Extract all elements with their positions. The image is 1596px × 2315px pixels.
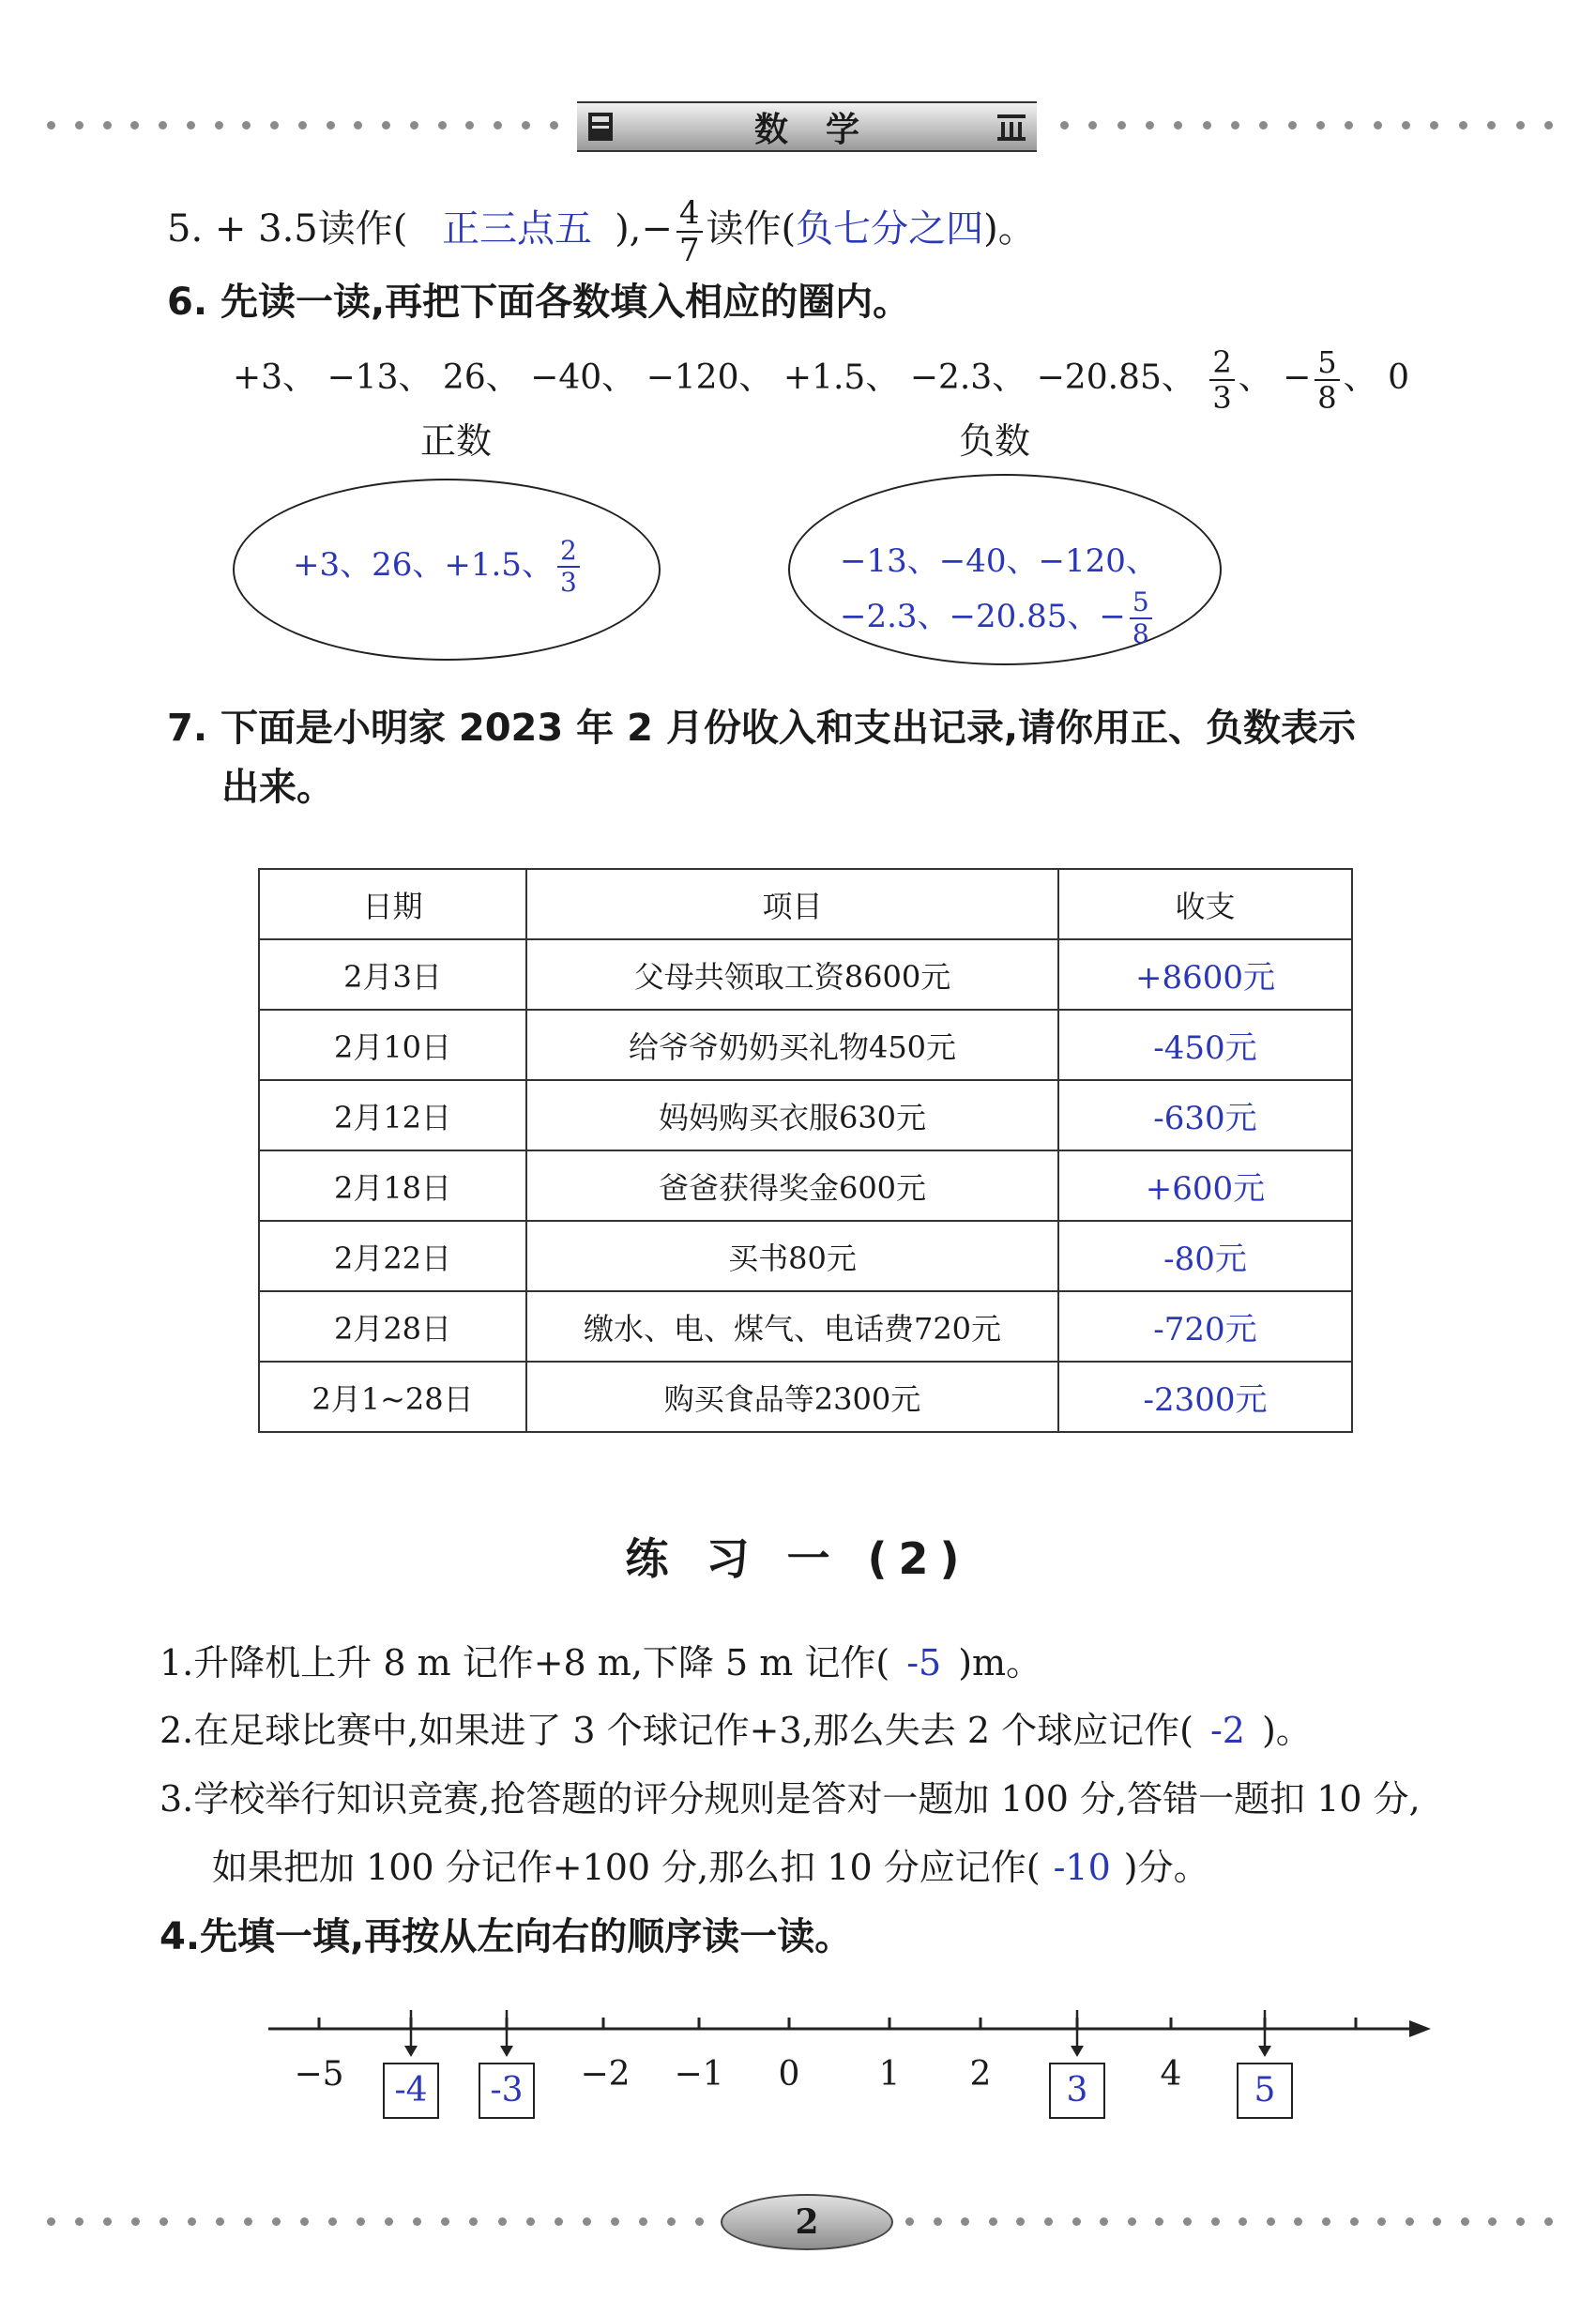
fraction: $\frac{4}{7}$ — [676, 197, 703, 267]
answer-blank: 负七分之四 — [796, 207, 984, 251]
answer-box: -3 — [479, 2063, 535, 2119]
answer-box: -4 — [383, 2063, 439, 2119]
read-label: 读作( — [317, 207, 408, 251]
number-line — [263, 2008, 1436, 2064]
book-icon — [586, 109, 618, 143]
table-row: 2月18日 爸爸获得奖金600元 +600元 — [259, 1150, 1352, 1221]
question-6-prompt: 6. 先读一读,再把下面各数填入相应的圈内。 — [167, 281, 911, 324]
separator: ), — [615, 207, 642, 251]
tick-label: −5 — [294, 2055, 344, 2094]
tick-label: 4 — [1160, 2055, 1182, 2094]
tick-label: −1 — [674, 2055, 724, 2094]
answer-blank: -5 — [906, 1642, 942, 1683]
table-row: 2月22日 买书80元 -80元 — [259, 1221, 1352, 1291]
answer-blank: -2 — [1209, 1710, 1245, 1751]
positive-label: 正数 — [420, 420, 493, 462]
table-row: 2月12日 妈妈购买衣服630元 -630元 — [259, 1080, 1352, 1150]
tick-label: −2 — [580, 2055, 631, 2094]
page-number: 2 — [721, 2194, 893, 2250]
table-row: 2月1~28日 购买食品等2300元 -2300元 — [259, 1362, 1352, 1432]
answer-box: 5 — [1237, 2063, 1293, 2119]
table-header-row — [259, 869, 1352, 939]
footer-dots-left — [47, 2216, 704, 2226]
positive-answer: +3、26、+1.5、 $\frac{2}{3}$ — [293, 538, 584, 596]
col-item-header: 项目 — [526, 869, 1058, 939]
practice-2: 2.在足球比赛中,如果进了 3 个球记作+3,那么失去 2 个球应记作( -2 )。 — [160, 1710, 1312, 1751]
practice-3-line1: 3.学校举行知识竞赛,抢答题的评分规则是答对一题加 100 分,答错一题扣 10 分, — [160, 1778, 1421, 1820]
col-date-header: 日期 — [259, 869, 526, 939]
minus-sign: − — [641, 207, 673, 251]
negative-answer-line2: −2.3、−20.85、− $\frac{5}{8}$ — [840, 589, 1156, 647]
tick-label: 0 — [778, 2055, 800, 2094]
header-band — [577, 101, 1037, 152]
question-number: 5. — [167, 207, 204, 251]
read-label: 读作( — [706, 207, 797, 251]
number-list: +3、 −13、 26、 −40、 −120、 +1.5、 −2.3、 −20.85、 $\frac{2}{3}$ 、 − $\frac{5}{8}$ 、 0 — [233, 344, 1410, 416]
answer-blank: 正三点五 — [442, 207, 593, 251]
expression: + 3.5 — [214, 207, 318, 251]
col-amount-header: 收支 — [1058, 869, 1352, 939]
footer-dots-right — [905, 2216, 1553, 2226]
table-row: 2月3日 父母共领取工资8600元 +8600元 — [259, 939, 1352, 1010]
header-dots-right — [1060, 120, 1553, 129]
practice-4: 4.先填一填,再按从左向右的顺序读一读。 — [160, 1915, 853, 1958]
tick-label: 2 — [969, 2055, 992, 2094]
negative-answer-line1: −13、−40、−120、 — [840, 542, 1158, 580]
table-row: 2月28日 缴水、电、煤气、电话费720元 -720元 — [259, 1291, 1352, 1362]
question-5 — [167, 194, 1036, 269]
section-title: 练 习 一 (2) — [625, 1533, 971, 1584]
table-row: 2月10日 给爷爷奶奶买礼物450元 -450元 — [259, 1010, 1352, 1080]
question-7-line1: 7. 下面是小明家 2023 年 2 月份收入和支出记录,请你用正、负数表示 — [167, 707, 1357, 750]
question-7-line2: 出来。 — [221, 766, 334, 809]
header-title: 数学 — [753, 110, 897, 149]
practice-1: 1.升降机上升 8 m 记作+8 m,下降 5 m 记作( -5 )m。 — [160, 1642, 1042, 1683]
negative-label: 负数 — [959, 420, 1031, 462]
header-dots-left — [47, 120, 558, 129]
income-expense-table — [258, 868, 1353, 1433]
end-punct: )。 — [983, 207, 1036, 251]
tick-label: 1 — [878, 2055, 901, 2094]
answer-box: 3 — [1049, 2063, 1105, 2119]
practice-3-line2: 如果把加 100 分记作+100 分,那么扣 10 分应记作( -10 )分。 — [212, 1847, 1209, 1888]
answer-blank: -10 — [1053, 1847, 1111, 1888]
building-icon — [996, 109, 1027, 143]
